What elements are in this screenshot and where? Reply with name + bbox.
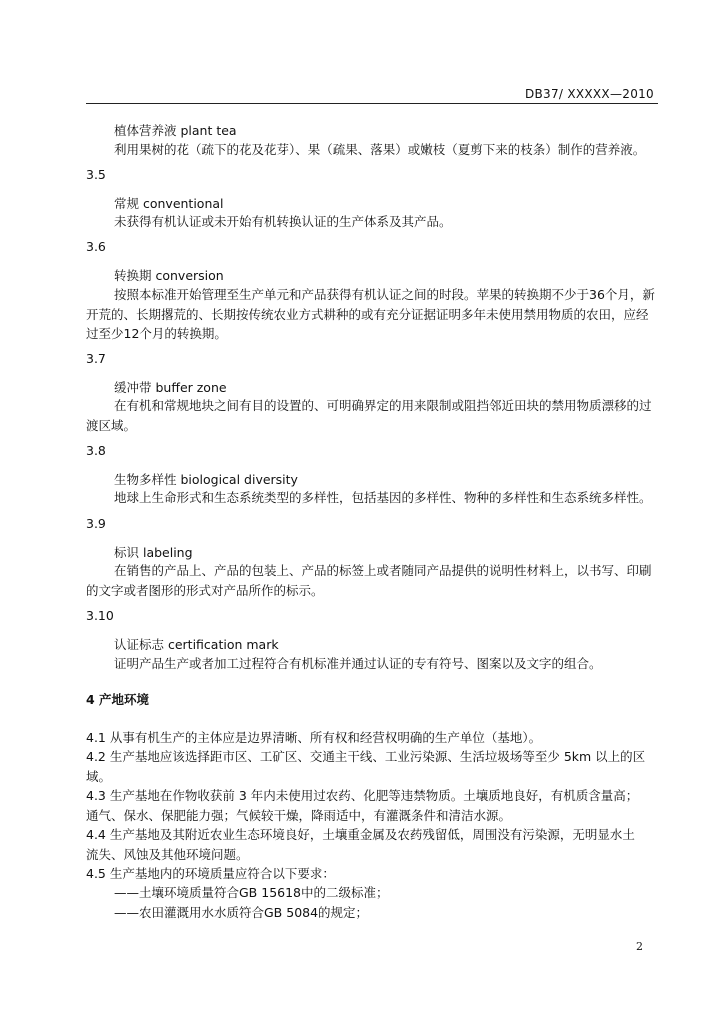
clause-text: 4.5 生产基地内的环境质量应符合以下要求： <box>86 866 335 881</box>
term-title: 植体营养液 plant tea <box>114 123 237 138</box>
term-title: 标识 labeling <box>114 545 193 560</box>
term-definition-line: 渡区域。 <box>86 418 137 433</box>
clause-text: 4.2 生产基地应该选择距市区、工矿区、交通主干线、工业污染源、生活垃圾场等至少 5km 以上的区 <box>86 749 646 764</box>
list-item: ——土壤环境质量符合GB 15618中的二级标准； <box>114 885 389 900</box>
term-definition: 证明产品生产或者加工过程符合有机标准并通过认证的专有符号、图案以及文字的组合。 <box>114 656 602 671</box>
header-rule <box>86 103 658 104</box>
document-code: DB37/ XXXXX—2010 <box>524 87 654 101</box>
term-definition: 未获得有机认证或未开始有机转换认证的生产体系及其产品。 <box>114 214 452 229</box>
term-definition-line: 的文字或者图形的形式对产品所作的标示。 <box>86 583 324 598</box>
term-title: 转换期 conversion <box>114 268 224 283</box>
term-definition: 地球上生命形式和生态系统类型的多样性，包括基因的多样性、物种的多样性和生态系统多样性。 <box>114 490 652 505</box>
term-title: 生物多样性 biological diversity <box>114 472 298 487</box>
term-definition: 利用果树的花（疏下的花及花芽）、果（疏果、落果）或嫩枝（夏剪下来的枝条）制作的营养液。 <box>114 142 646 157</box>
list-item: ——农田灌溉用水水质符合GB 5084的规定； <box>114 905 369 920</box>
term-title: 缓冲带 buffer zone <box>114 380 227 395</box>
term-definition-line: 开荒的、长期撂荒的、长期按传统农业方式耕种的或有充分证据证明多年未使用禁用物质的农田，应经 <box>86 307 649 322</box>
term-title: 认证标志 certification mark <box>114 637 279 652</box>
clause-number: 3.5 <box>86 167 106 182</box>
section-heading: 4 产地环境 <box>86 692 150 707</box>
clause-text: 4.3 生产基地在作物收获前 3 年内未使用过农药、化肥等违禁物质。土壤质地良好，有机质含量高； <box>86 788 639 803</box>
clause-text: 域。 <box>86 769 112 784</box>
clause-number: 3.8 <box>86 443 106 458</box>
clause-number: 3.10 <box>86 608 114 623</box>
clause-text: 4.1 从事有机生产的主体应是边界清晰、所有权和经营权明确的生产单位（基地）。 <box>86 730 542 745</box>
term-definition-line: 在销售的产品上、产品的包装上、产品的标签上或者随同产品提供的说明性材料上，以书写、印刷 <box>114 563 652 578</box>
clause-number: 3.7 <box>86 351 106 366</box>
clause-text: 流失、风蚀及其他环境问题。 <box>86 847 249 862</box>
term-title: 常规 conventional <box>114 196 224 211</box>
clause-number: 3.9 <box>86 516 106 531</box>
term-definition-line: 在有机和常规地块之间有目的设置的、可明确界定的用来限制或阻挡邻近田块的禁用物质漂移的过 <box>114 398 652 413</box>
page-number: 2 <box>636 940 643 953</box>
clause-number: 3.6 <box>86 239 106 254</box>
term-definition-line: 过至少12个月的转换期。 <box>86 326 227 341</box>
term-definition-line: 按照本标准开始管理至生产单元和产品获得有机认证之间的时段。苹果的转换期不少于36个月，新 <box>114 287 655 302</box>
clause-text: 通气、保水、保肥能力强；气候较干燥，降雨适中，有灌溉条件和清洁水源。 <box>86 808 512 823</box>
clause-text: 4.4 生产基地及其附近农业生态环境良好，土壤重金属及农药残留低，周围没有污染源，无明显水土 <box>86 827 635 842</box>
